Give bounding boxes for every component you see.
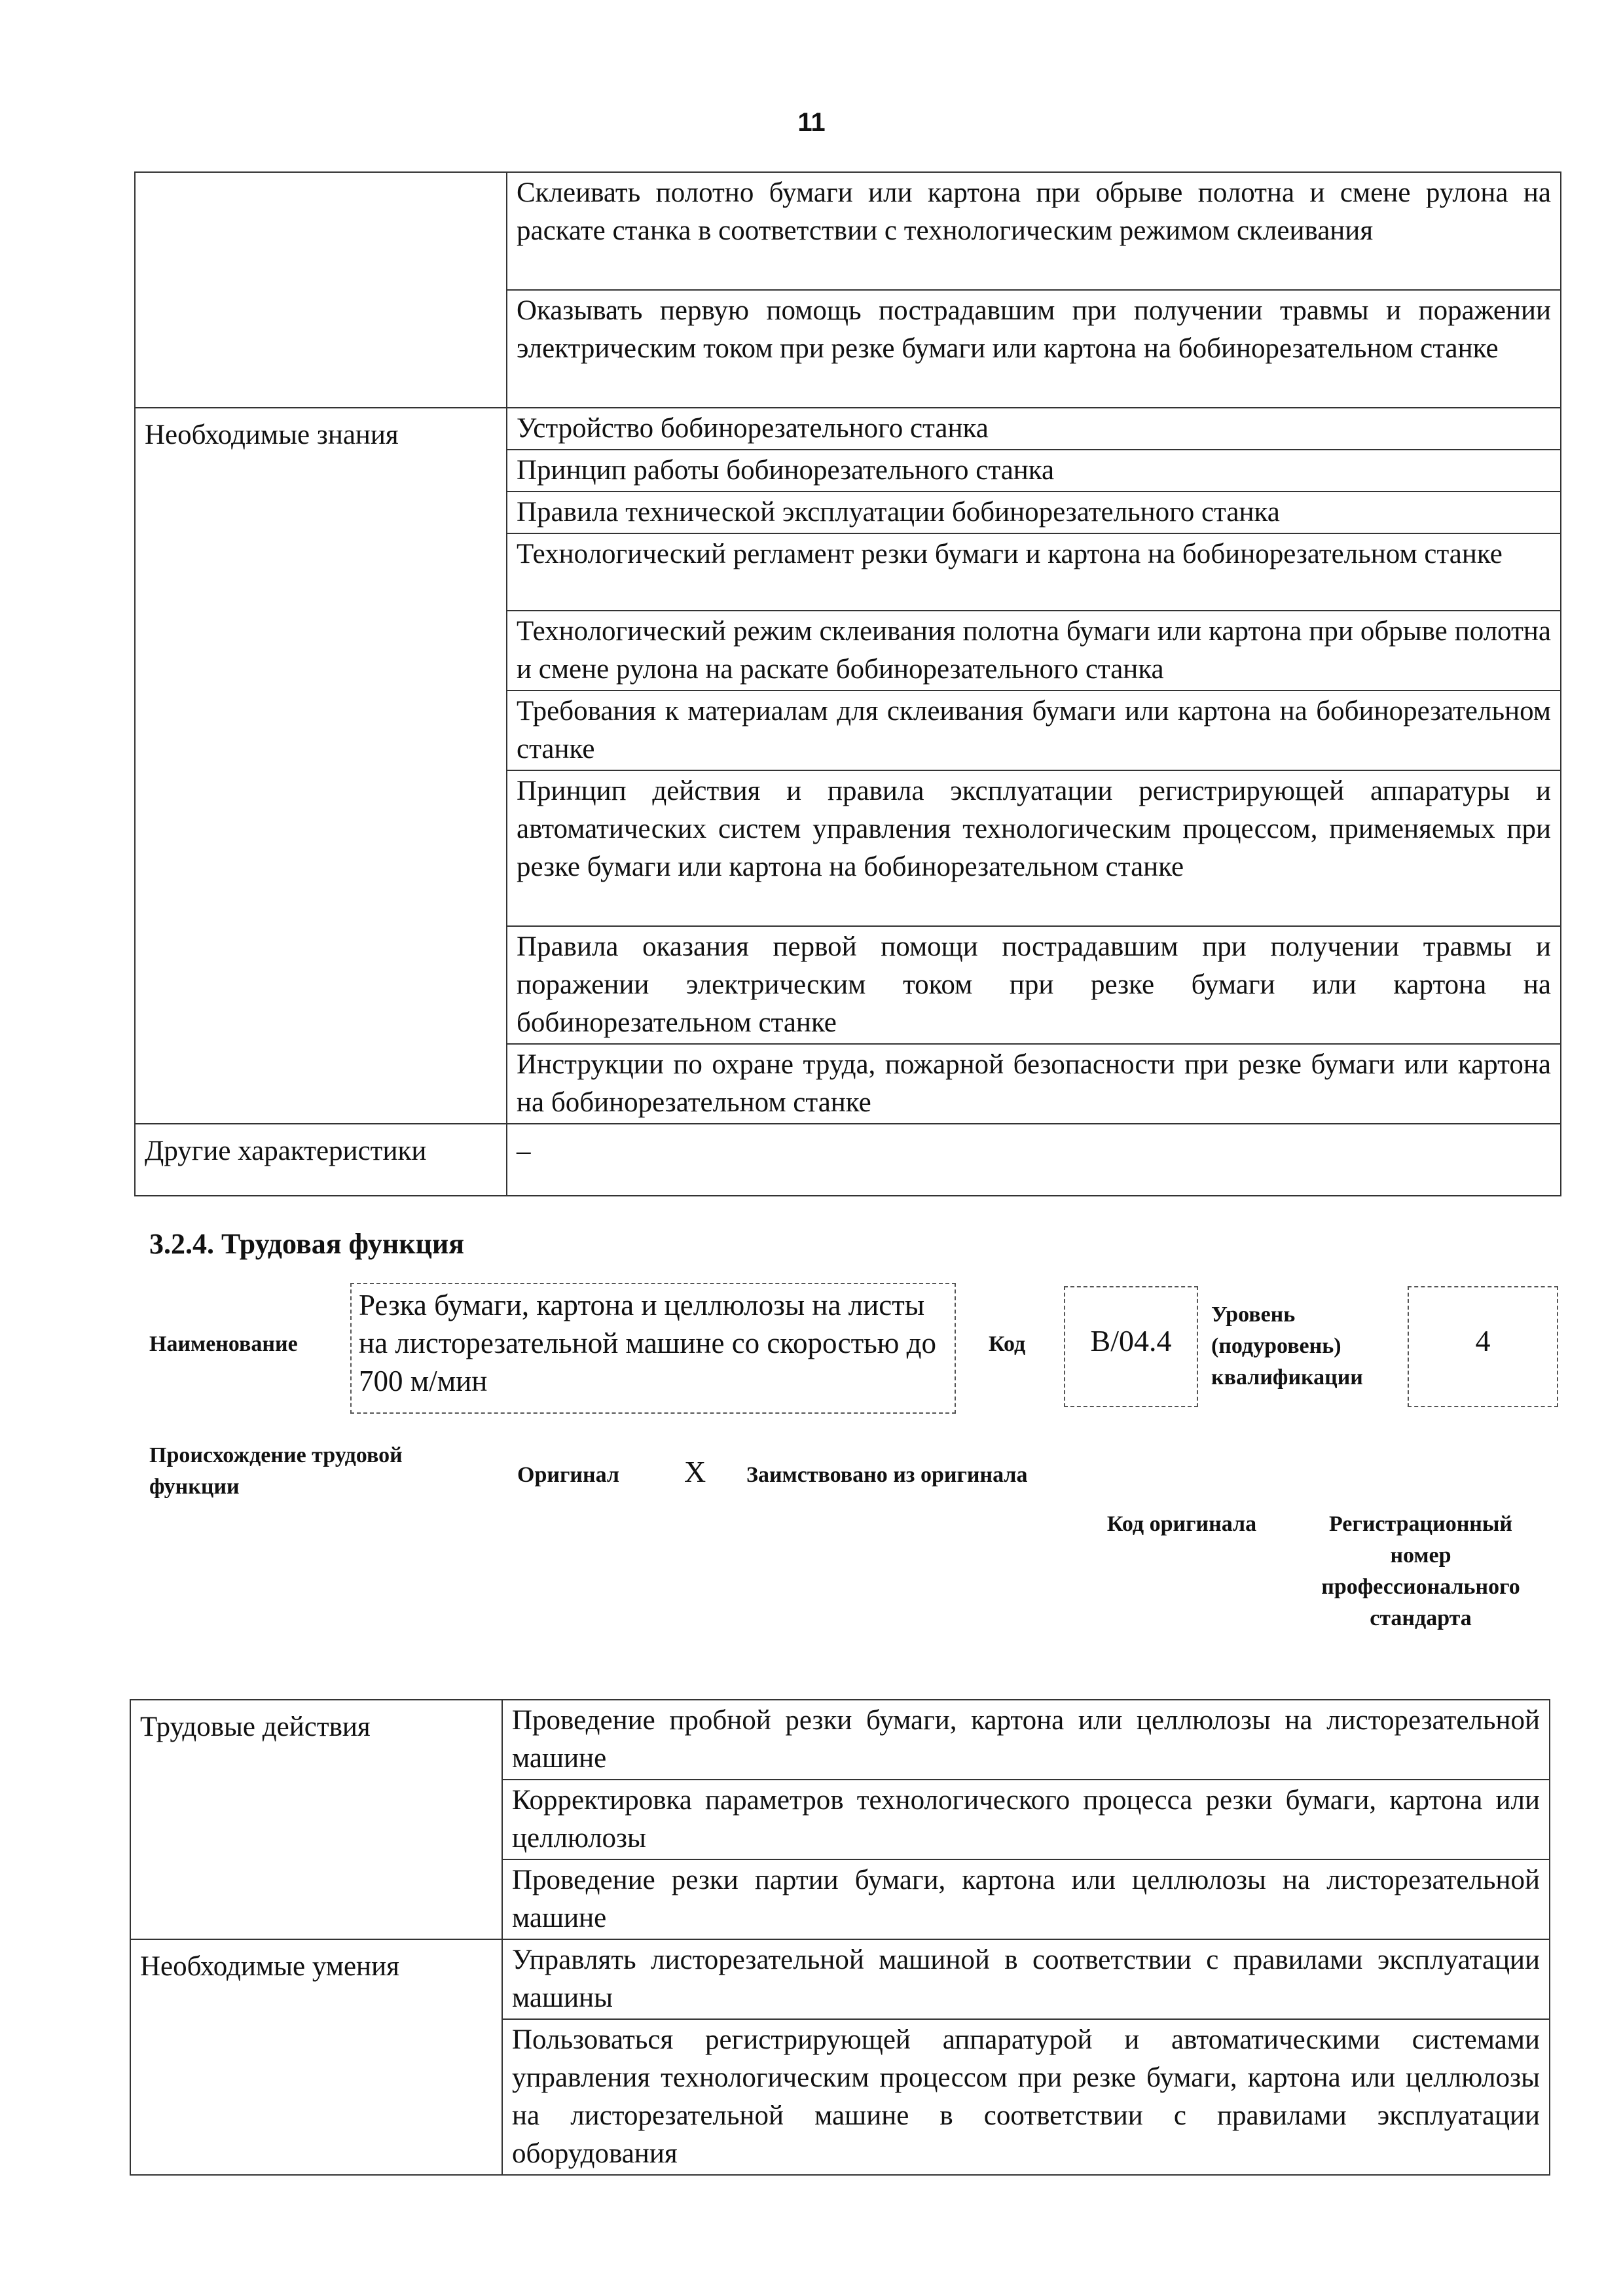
table-cell: Проведение резки партии бумаги, картона или целлюлозы на листорезательной машине: [502, 1859, 1550, 1939]
origin-code-label: Код оригинала: [1106, 1512, 1257, 1536]
table-cell: –: [507, 1124, 1561, 1196]
row-label: Другие характеристики: [135, 1124, 507, 1196]
code-value: В/04.4: [1090, 1324, 1172, 1357]
row-label: Трудовые действия: [130, 1700, 502, 1939]
table-cell: Принцип работы бобинорезательного станка: [507, 450, 1561, 492]
table-cell: Правила оказания первой помощи пострадавшим при получении травмы и поражении электрическим током при резке бумаги или картона на бобинорезательном станке: [507, 926, 1561, 1044]
original-mark: X: [684, 1455, 706, 1488]
table-cell: Оказывать первую помощь пострадавшим при получении травмы и поражении электрическим током при резке бумаги или картона на бобинорезательном станке: [507, 290, 1561, 408]
row-label: Необходимые умения: [130, 1939, 502, 2175]
borrowed-label: Заимствовано из оригинала: [746, 1463, 1028, 1487]
function-name: Резка бумаги, картона и целлюлозы на листы на листорезательной машине со скоростью до 700 м/мин: [359, 1289, 937, 1397]
table-cell: Проведение пробной резки бумаги, картона или целлюлозы на листорезательной машине: [502, 1700, 1550, 1780]
table-cell: Устройство бобинорезательного станка: [507, 408, 1561, 450]
code-label: Код: [989, 1332, 1026, 1356]
table-cell: Принцип действия и правила эксплуатации регистрирующей аппаратуры и автоматических систем управления технологическим процессом, применяемых при резке бумаги или картона на бобинорезательном станке: [507, 770, 1561, 926]
section-title: 3.2.4. Трудовая функция: [149, 1228, 465, 1260]
table-cell: Управлять листорезательной машиной в соответствии с правилами эксплуатации машины: [502, 1939, 1550, 2019]
page-number: 11: [797, 108, 826, 137]
table-cell: Технологический режим склеивания полотна бумаги или картона при обрыве полотна и смене рулона на раскате бобинорезательного станка: [507, 611, 1561, 691]
level-label: Уровень (подуровень) квалификации: [1211, 1302, 1363, 1390]
table-cell: Требования к материалам для склеивания бумаги или картона на бобинорезательном станке: [507, 691, 1561, 770]
table-cell: Корректировка параметров технологического процесса резки бумаги, картона или целлюлозы: [502, 1780, 1550, 1859]
row-label: [135, 172, 507, 408]
reg-number-label: Регистрационный номер профессионального стандарта: [1321, 1512, 1520, 1630]
origin-label: Происхождение трудовой функции: [149, 1443, 403, 1499]
table-cell: Технологический регламент резки бумаги и картона на бобинорезательном станке: [507, 533, 1561, 611]
level-value: 4: [1475, 1324, 1491, 1357]
row-label: Необходимые знания: [135, 408, 507, 1124]
table-cell: Правила технической эксплуатации бобинорезательного станка: [507, 492, 1561, 533]
top-table: [134, 171, 1561, 1196]
bottom-table: [130, 1699, 1550, 2176]
original-label: Оригинал: [517, 1463, 619, 1487]
table-cell: Пользоваться регистрирующей аппаратурой и автоматическими системами управления технологическим процессом при резке бумаги, картона или целлюлозы на листорезательной машине в соответствии с правилами эксплуатации оборудования: [502, 2019, 1550, 2175]
name-label: Наименование: [149, 1332, 298, 1356]
table-cell: Склеивать полотно бумаги или картона при обрыве полотна и смене рулона на раскате станка в соответствии с технологическим режимом склеивания: [507, 172, 1561, 290]
table-cell: Инструкции по охране труда, пожарной безопасности при резке бумаги или картона на бобинорезательном станке: [507, 1044, 1561, 1124]
